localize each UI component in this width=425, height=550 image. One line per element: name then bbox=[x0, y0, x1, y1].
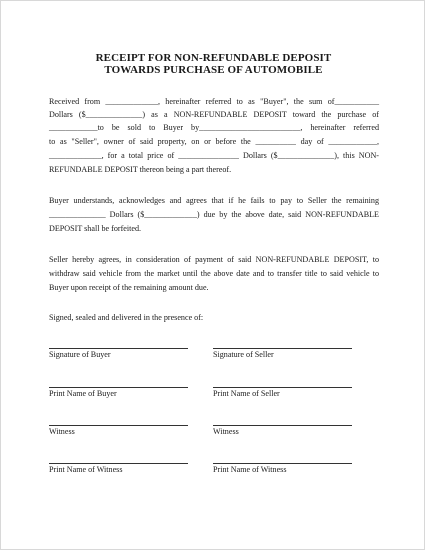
seller-signature-label: Signature of Seller bbox=[213, 350, 274, 359]
paragraph-2-line-3: DEPOSIT shall be forfeited. bbox=[49, 224, 142, 233]
paragraph-3-line-1: Seller hereby agrees, in consideration of payment of said NON-REFUNDABLE DEPOSIT, to bbox=[49, 255, 379, 264]
paragraph-1-line-1: Received from _____________, hereinafter referred to as "Buyer", the sum of___________ bbox=[49, 97, 379, 106]
buyer-print-name-label: Print Name of Buyer bbox=[49, 389, 117, 398]
document-title-line-2: TOWARDS PURCHASE OF AUTOMOBILE bbox=[104, 64, 323, 76]
paragraph-1-line-4: to as "Seller", owner of said property, on or before the __________ day of ____________, bbox=[49, 137, 379, 146]
paragraph-1-line-5: _____________, for a total price of _______________ Dollars ($______________), this NON- bbox=[49, 151, 379, 160]
paragraph-2-line-2: ______________ Dollars ($_____________) due by the above date, said NON-REFUNDABLE bbox=[49, 210, 379, 219]
witness-left-print-name-label: Print Name of Witness bbox=[49, 465, 123, 474]
witness-left-print-name-line[interactable] bbox=[49, 463, 188, 464]
presence-statement: Signed, sealed and delivered in the presence of: bbox=[49, 313, 204, 322]
buyer-print-name-line[interactable] bbox=[49, 387, 188, 388]
paragraph-2-line-1: Buyer understands, acknowledges and agrees that if he fails to pay to Seller the remaining bbox=[49, 196, 379, 205]
seller-print-name-line[interactable] bbox=[213, 387, 352, 388]
buyer-signature-line[interactable] bbox=[49, 348, 188, 349]
document-title-line-1: RECEIPT FOR NON-REFUNDABLE DEPOSIT bbox=[95, 52, 332, 64]
witness-left-line[interactable] bbox=[49, 425, 188, 426]
paragraph-1-line-6: REFUNDABLE DEPOSIT thereon being a part thereof. bbox=[49, 165, 232, 174]
seller-signature-line[interactable] bbox=[213, 348, 352, 349]
witness-right-line[interactable] bbox=[213, 425, 352, 426]
paragraph-1-line-3: ____________to be sold to Buyer by_________________________, hereinafter referred bbox=[49, 123, 379, 132]
witness-right-label: Witness bbox=[213, 427, 239, 436]
seller-print-name-label: Print Name of Seller bbox=[213, 389, 280, 398]
paragraph-3-line-3: Buyer upon receipt of the remaining amount due. bbox=[49, 283, 209, 292]
witness-right-print-name-line[interactable] bbox=[213, 463, 352, 464]
witness-right-print-name-label: Print Name of Witness bbox=[213, 465, 287, 474]
witness-left-label: Witness bbox=[49, 427, 75, 436]
buyer-signature-label: Signature of Buyer bbox=[49, 350, 111, 359]
paragraph-1-line-2: Dollars ($______________) as a NON-REFUNDABLE DEPOSIT toward the purchase of bbox=[49, 110, 379, 119]
paragraph-3-line-2: withdraw said vehicle from the market until the above date and to transfer title to said vehicle to bbox=[49, 269, 379, 278]
